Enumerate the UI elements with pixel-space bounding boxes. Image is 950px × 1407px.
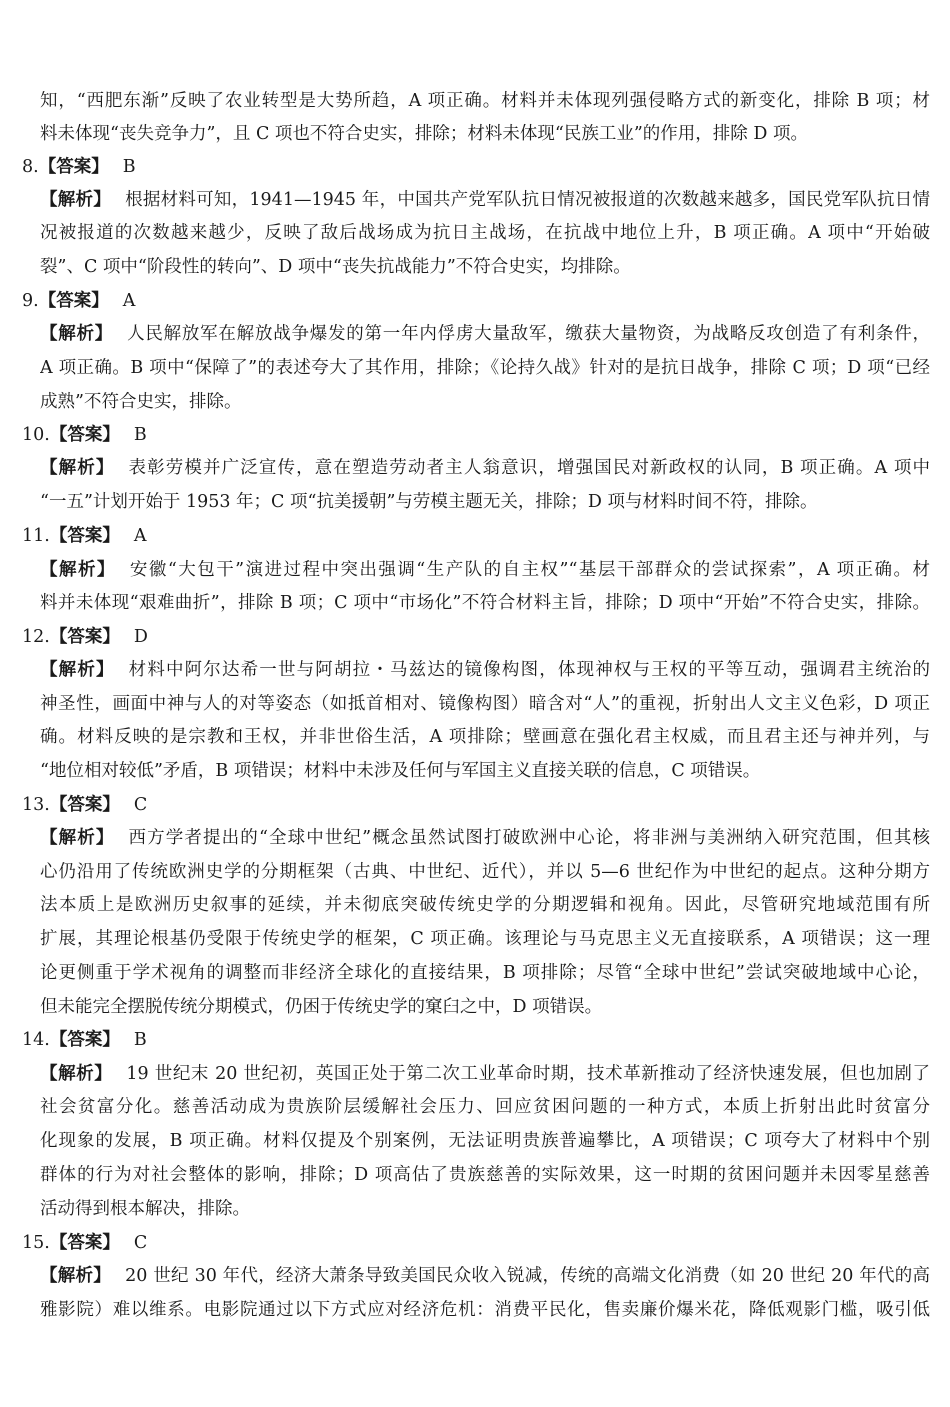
- analysis-line: [40, 821, 930, 855]
- question-number: 14.: [22, 1030, 50, 1050]
- analysis-line: 裂”、C 项中“阶段性的转向”、D 项中“丧失抗战能力”不符合史实，均排除。: [40, 257, 631, 277]
- analysis-line: [40, 183, 930, 217]
- answer-label: 【答案】: [49, 1030, 120, 1050]
- analysis-line: [40, 1057, 930, 1091]
- analysis-label: 【解析】: [40, 190, 112, 210]
- question-number: 13.: [22, 795, 50, 815]
- analysis-text: 表彰劳模并广泛宣传，意在塑造劳动者主人翁意识，增强国民对新政权的认同，B 项正确。A 项中: [128, 458, 930, 478]
- answer-label: 【答案】: [38, 291, 109, 311]
- analysis-line: 心仍沿用了传统欧洲史学的分期框架（古典、中世纪、近代），并以 5—6 世纪作为中世纪的起点。这种分期方: [40, 862, 930, 882]
- answer-value: B: [122, 157, 136, 177]
- question-number: 8.: [22, 157, 39, 177]
- answer-row-9: [22, 284, 135, 318]
- analysis-line: 化现象的发展，B 项正确。材料仅提及个别案例，无法证明贵族普遍攀比，A 项错误；C 项夸大了材料中个别: [40, 1131, 930, 1151]
- answer-row-13: [22, 788, 147, 822]
- analysis-text: 西方学者提出的“全球中世纪”概念虽然试图打破欧洲中心论，将非洲与美洲纳入研究范围，但其核: [128, 828, 930, 848]
- answer-row-8: [22, 150, 136, 184]
- analysis-line: A 项正确。B 项中“保障了”的表述夸大了其作用，排除；《论持久战》针对的是抗日战争，排除 C 项；D 项“已经: [40, 358, 930, 378]
- answer-label: 【答案】: [49, 795, 120, 815]
- analysis-line: 社会贫富分化。慈善活动成为贵族阶层缓解社会压力、回应贫困问题的一种方式，本质上折射出此时贫富分: [40, 1097, 930, 1117]
- answer-row-12: [22, 620, 148, 654]
- analysis-line: [40, 1259, 930, 1293]
- analysis-text: 19 世纪末 20 世纪初，英国正处于第二次工业革命时期，技术革新推动了经济快速发展，但也加剧了: [126, 1064, 930, 1084]
- analysis-label: 【解析】: [40, 1064, 113, 1084]
- analysis-line: [40, 653, 930, 687]
- answer-value: D: [133, 627, 148, 647]
- analysis-label: 【解析】: [40, 828, 115, 848]
- analysis-line: 料并未体现“艰难曲折”，排除 B 项；C 项中“市场化”不符合材料主旨，排除；D 项中“开始”不符合史实，排除。: [40, 593, 930, 613]
- analysis-line: 确。材料反映的是宗教和王权，并非世俗生活，A 项排除；壁画意在强化君主权威，而且君主还与神并列，与: [40, 727, 930, 747]
- analysis-line: 法本质上是欧洲历史叙事的延续，并未彻底突破传统史学的分期逻辑和视角。因此，尽管研究地域范围有所: [40, 895, 930, 915]
- analysis-line: [40, 317, 930, 351]
- question-number: 12.: [22, 627, 50, 647]
- analysis-line: [40, 451, 930, 485]
- answer-label: 【答案】: [49, 526, 120, 546]
- question-number: 11.: [22, 526, 50, 546]
- analysis-line: 扩展，其理论根基仍受限于传统史学的框架，C 项正确。该理论与马克思主义无直接联系，A 项错误；这一理: [40, 929, 930, 949]
- answer-value: C: [133, 795, 148, 815]
- answer-row-11: [22, 519, 146, 553]
- analysis-line: 雅影院）难以维系。电影院通过以下方式应对经济危机：消费平民化，售卖廉价爆米花，降低观影门槛，吸引低: [40, 1300, 930, 1320]
- answer-label: 【答案】: [49, 1233, 120, 1253]
- analysis-label: 【解析】: [40, 324, 114, 344]
- analysis-line: 神圣性，画面中神与人的对等姿态（如抵首相对、镜像构图）暗含对“人”的重视，折射出人文主义色彩，D 项正: [40, 694, 930, 714]
- analysis-label: 【解析】: [40, 1266, 112, 1286]
- answer-label: 【答案】: [49, 425, 120, 445]
- analysis-text: 材料中阿尔达希一世与阿胡拉・马兹达的镜像构图，体现神权与王权的平等互动，强调君主统治的: [128, 660, 930, 680]
- answer-value: C: [133, 1233, 148, 1253]
- answer-value: B: [133, 425, 147, 445]
- answer-value: A: [122, 291, 136, 311]
- analysis-text: 人民解放军在解放战争爆发的第一年内俘虏大量敌军，缴获大量物资，为战略反攻创造了有利条件，: [127, 324, 930, 344]
- answer-row-15: [22, 1226, 147, 1260]
- analysis-line: 但未能完全摆脱传统分期模式，仍困于传统史学的窠臼之中，D 项错误。: [40, 997, 603, 1017]
- analysis-line: 群体的行为对社会整体的影响，排除；D 项高估了贵族慈善的实际效果，这一时期的贫困问题并未因零星慈善: [40, 1165, 930, 1185]
- analysis-line: 活动得到根本解决，排除。: [40, 1199, 250, 1219]
- analysis-line: 论更侧重于学术视角的调整而非经济全球化的直接结果，B 项排除；尽管“全球中世纪”尝试突破地域中心论，: [40, 963, 930, 983]
- analysis-label: 【解析】: [40, 660, 115, 680]
- analysis-line: “一五”计划开始于 1953 年；C 项“抗美援朝”与劳模主题无关，排除；D 项与材料时间不符，排除。: [40, 492, 818, 512]
- analysis-text: 安徽“大包干”演进过程中突出强调“生产队的自主权”“基层干部群众的尝试探索”，A 项正确。材: [129, 560, 930, 580]
- analysis-line: “地位相对较低”矛盾，B 项错误；材料中未涉及任何与军国主义直接关联的信息，C 项错误。: [40, 761, 761, 781]
- answer-label: 【答案】: [49, 627, 120, 647]
- answer-value: A: [133, 526, 147, 546]
- analysis-label: 【解析】: [40, 560, 116, 580]
- analysis-line: 成熟”不符合史实，排除。: [40, 392, 242, 412]
- question-number: 9.: [22, 291, 39, 311]
- intro-line: 料未体现“丧失竞争力”，且 C 项也不符合史实，排除；材料未体现“民族工业”的作用，排除 D 项。: [40, 124, 808, 144]
- analysis-line: [40, 553, 930, 587]
- answer-label: 【答案】: [38, 157, 109, 177]
- analysis-text: 根据材料可知，1941—1945 年，中国共产党军队抗日情况被报道的次数越来越多，国民党军队抗日情: [125, 190, 930, 210]
- question-number: 10.: [22, 425, 50, 445]
- analysis-text: 20 世纪 30 年代，经济大萧条导致美国民众收入锐减，传统的高端文化消费（如 20 世纪 20 年代的高: [125, 1266, 930, 1286]
- analysis-line: 况被报道的次数越来越少，反映了敌后战场成为抗日主战场，在抗战中地位上升，B 项正确。A 项中“开始破: [40, 223, 930, 243]
- answer-row-14: [22, 1023, 147, 1057]
- intro-line: 知，“西肥东渐”反映了农业转型是大势所趋，A 项正确。材料并未体现列强侵略方式的新变化，排除 B 项；材: [40, 91, 930, 111]
- analysis-label: 【解析】: [40, 458, 115, 478]
- question-number: 15.: [22, 1233, 50, 1253]
- answer-value: B: [133, 1030, 147, 1050]
- answer-row-10: [22, 418, 147, 452]
